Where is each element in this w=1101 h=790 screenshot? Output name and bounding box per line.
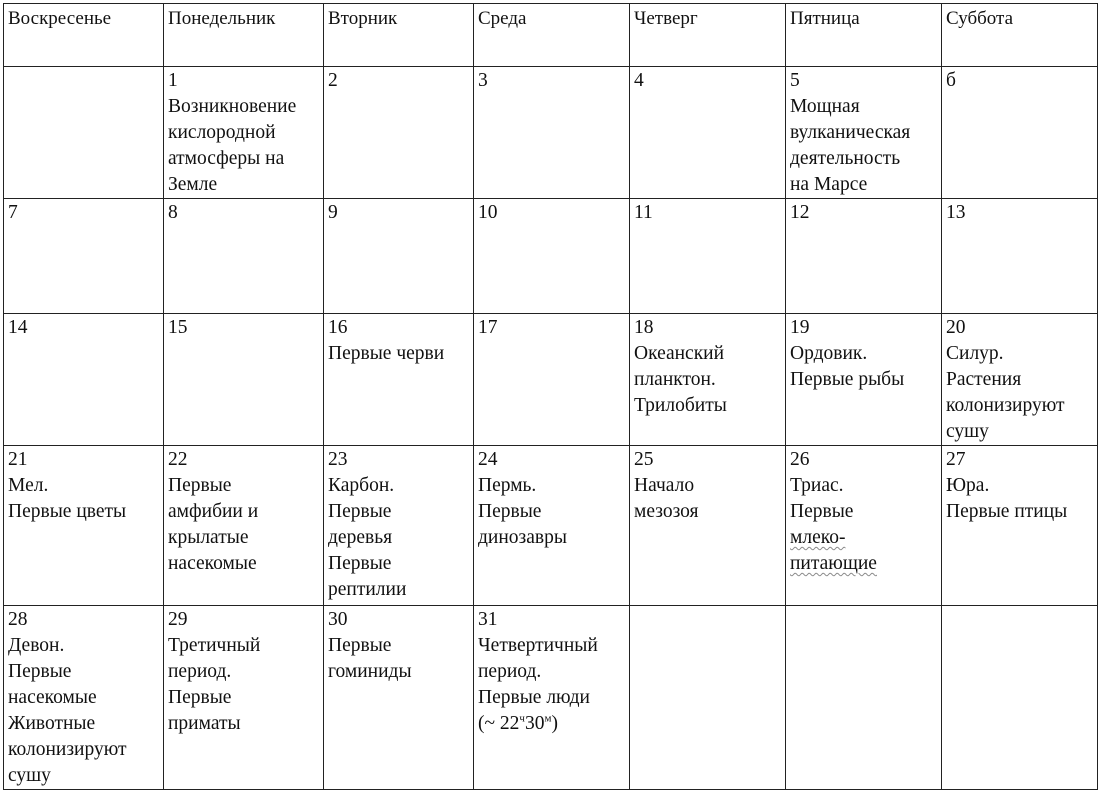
- event-text: Мощная: [790, 96, 860, 117]
- event-text: крылатые: [168, 527, 249, 548]
- day-cell: [786, 67, 942, 199]
- day-cell: [324, 67, 474, 199]
- weekday-header-row: [4, 4, 1098, 67]
- event-text: Пермь.: [478, 475, 537, 496]
- day-number: 5: [790, 70, 800, 91]
- event-text: Первые: [478, 501, 542, 522]
- day-cell: [4, 446, 164, 606]
- day-cell: [942, 314, 1098, 446]
- day-cell: [474, 606, 630, 790]
- day-number: 31: [478, 609, 498, 630]
- event-text: Первые: [328, 635, 392, 656]
- day-number: 19: [790, 317, 810, 338]
- event-text: насекомые: [8, 687, 97, 708]
- weekday-header: Понедельник: [164, 4, 324, 67]
- day-cell: [164, 67, 324, 199]
- event-text: период.: [478, 661, 542, 682]
- day-number: 26: [790, 449, 810, 470]
- event-text: деятельность: [790, 148, 901, 169]
- event-text: Начало: [634, 475, 695, 496]
- day-number: 8: [168, 202, 178, 223]
- week-row: [4, 314, 1098, 446]
- time-part-close: ): [551, 713, 558, 734]
- day-cell: [786, 199, 942, 314]
- day-number: 16: [328, 317, 348, 338]
- day-cell: [4, 314, 164, 446]
- week-row: [4, 67, 1098, 199]
- event-text: Карбон.: [328, 475, 395, 496]
- weekday-header: Четверг: [630, 4, 786, 67]
- day-cell: [786, 314, 942, 446]
- event-text: Первые рыбы: [790, 369, 905, 390]
- day-cell: [942, 67, 1098, 199]
- weekday-header: Воскресенье: [4, 4, 164, 67]
- day-cell: [4, 67, 164, 199]
- day-number: 14: [8, 317, 28, 338]
- day-cell: [164, 606, 324, 790]
- day-cell: [630, 606, 786, 790]
- event-text: деревья: [328, 527, 393, 548]
- day-cell: [630, 67, 786, 199]
- event-text: колонизируют: [946, 395, 1065, 416]
- weekday-header: Суббота: [942, 4, 1098, 67]
- day-cell: [630, 446, 786, 606]
- day-number: 1: [168, 70, 178, 91]
- event-text: Девон.: [8, 635, 65, 656]
- day-number: 27: [946, 449, 966, 470]
- event-text: гоминиды: [328, 661, 412, 682]
- day-cell: [164, 446, 324, 606]
- event-text: Первые: [328, 501, 392, 522]
- event-text: Животные: [8, 713, 96, 734]
- day-number: 2: [328, 70, 338, 91]
- day-number: 4: [634, 70, 644, 91]
- day-number: 29: [168, 609, 188, 630]
- day-cell: [324, 314, 474, 446]
- event-text: вулканическая: [790, 122, 911, 143]
- event-text: насекомые: [168, 553, 257, 574]
- day-cell: [474, 446, 630, 606]
- event-text: Возникновение: [168, 96, 297, 117]
- day-cell: [786, 446, 942, 606]
- week-row: [4, 606, 1098, 790]
- event-text: сушу: [946, 421, 989, 442]
- event-text: Юра.: [946, 475, 990, 496]
- weekday-header: Среда: [474, 4, 630, 67]
- day-number: 17: [478, 317, 498, 338]
- event-text: период.: [168, 661, 232, 682]
- calendar-table: [3, 3, 1098, 790]
- weekday-header: Пятница: [786, 4, 942, 67]
- event-text: Первые цветы: [8, 501, 127, 522]
- day-number: 20: [946, 317, 966, 338]
- event-text: кислородной: [168, 122, 276, 143]
- event-text: колонизируют: [8, 739, 127, 760]
- day-number: 15: [168, 317, 188, 338]
- event-text: млеко-: [790, 527, 846, 548]
- weekday-header: Вторник: [324, 4, 474, 67]
- day-cell: [942, 446, 1098, 606]
- event-text: мезозоя: [634, 501, 699, 522]
- event-text: Первые: [328, 553, 392, 574]
- day-cell: [630, 199, 786, 314]
- event-text: динозавры: [478, 527, 567, 548]
- event-text: Растения: [946, 369, 1022, 390]
- day-cell: [630, 314, 786, 446]
- day-number: 28: [8, 609, 28, 630]
- day-number: б: [946, 70, 956, 91]
- day-number: 3: [478, 70, 488, 91]
- time-part-open: (~ 22: [478, 713, 520, 734]
- day-cell: [474, 314, 630, 446]
- event-text: Океанский: [634, 343, 725, 364]
- day-cell: [942, 199, 1098, 314]
- event-text: Четвертичный: [478, 635, 598, 656]
- day-cell: [324, 199, 474, 314]
- day-number: 18: [634, 317, 654, 338]
- day-cell: [4, 606, 164, 790]
- time-part-minutes-sup: м: [544, 712, 552, 725]
- day-number: 21: [8, 449, 28, 470]
- event-text: Силур.: [946, 343, 1004, 364]
- day-cell: [474, 67, 630, 199]
- event-text: на Марсе: [790, 174, 868, 195]
- day-cell: [164, 314, 324, 446]
- event-time: [478, 711, 625, 737]
- time-part-minutes: 30: [524, 713, 545, 734]
- event-text: Триас.: [790, 475, 844, 496]
- day-cell: [164, 199, 324, 314]
- day-number: 11: [634, 202, 653, 223]
- event-text: Ордовик.: [790, 343, 868, 364]
- event-text: Трилобиты: [634, 395, 727, 416]
- day-number: 7: [8, 202, 18, 223]
- day-cell: [786, 606, 942, 790]
- event-text: Мел.: [8, 475, 49, 496]
- day-cell: [324, 446, 474, 606]
- event-text: амфибии и: [168, 501, 259, 522]
- event-text: Третичный: [168, 635, 261, 656]
- event-text: планктон.: [634, 369, 716, 390]
- event-text: Первые: [168, 475, 232, 496]
- event-text: Первые: [168, 687, 232, 708]
- event-text: Земле: [168, 174, 218, 195]
- event-text: Первые: [790, 501, 854, 522]
- day-number: 23: [328, 449, 348, 470]
- day-number: 13: [946, 202, 966, 223]
- day-number: 25: [634, 449, 654, 470]
- week-row: [4, 199, 1098, 314]
- event-text: атмосферы на: [168, 148, 285, 169]
- event-text: Первые люди: [478, 687, 590, 708]
- time-part-hours-sup: ч: [519, 712, 525, 725]
- event-text: Первые птицы: [946, 501, 1068, 522]
- day-cell: [474, 199, 630, 314]
- event-text: Первые: [8, 661, 72, 682]
- day-number: 24: [478, 449, 498, 470]
- day-number: 22: [168, 449, 188, 470]
- event-text: Первые черви: [328, 343, 445, 364]
- week-row: [4, 446, 1098, 606]
- day-cell: [324, 606, 474, 790]
- event-text: сушу: [8, 765, 51, 786]
- day-number: 30: [328, 609, 348, 630]
- day-number: 12: [790, 202, 810, 223]
- day-number: 10: [478, 202, 498, 223]
- day-cell: [4, 199, 164, 314]
- event-text: рептилии: [328, 579, 407, 600]
- day-cell: [942, 606, 1098, 790]
- event-text: приматы: [168, 713, 241, 734]
- day-number: 9: [328, 202, 338, 223]
- event-text: питающие: [790, 553, 877, 574]
